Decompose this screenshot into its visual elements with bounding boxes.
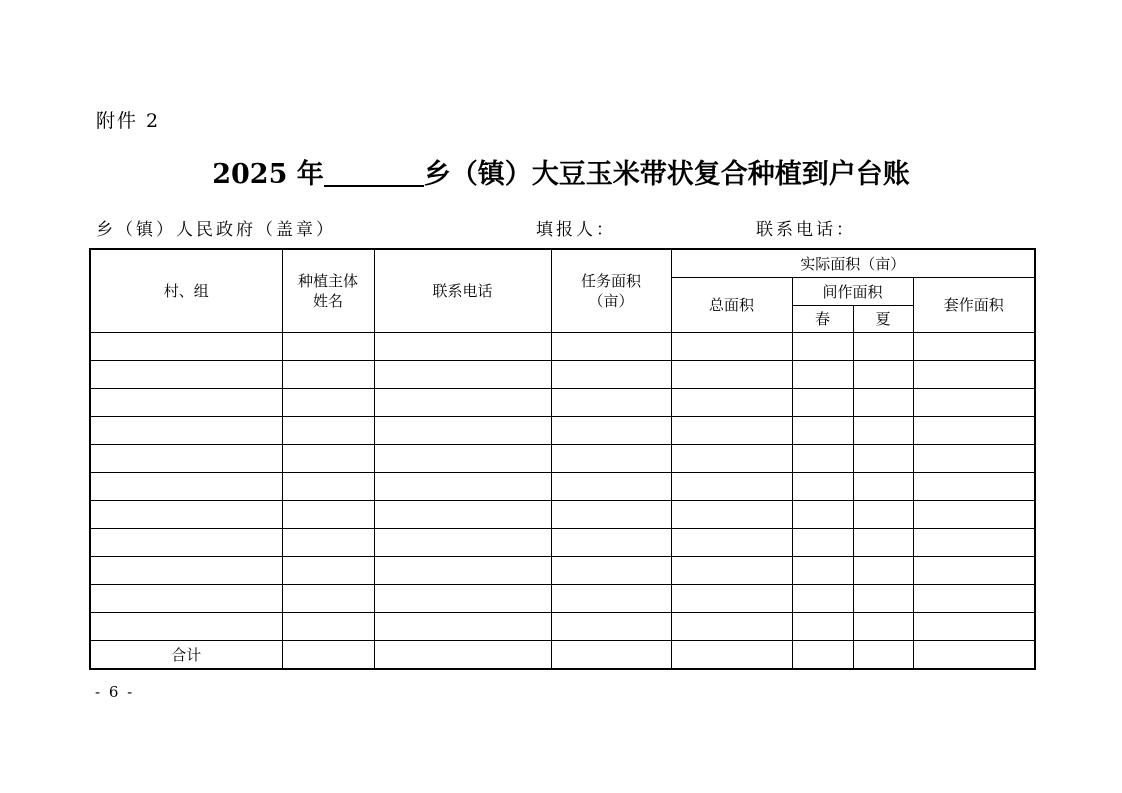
table-cell[interactable]: [282, 361, 374, 389]
table-row: [90, 417, 1035, 445]
table-cell[interactable]: [374, 641, 551, 670]
table-cell[interactable]: [90, 501, 282, 529]
ledger-table: [89, 248, 1036, 670]
table-cell[interactable]: [282, 445, 374, 473]
table-cell[interactable]: [551, 333, 671, 361]
table-cell[interactable]: [282, 389, 374, 417]
table-cell[interactable]: [551, 529, 671, 557]
table-cell[interactable]: [913, 641, 1035, 670]
header-summer: 夏: [853, 306, 913, 333]
table-cell[interactable]: [551, 501, 671, 529]
header-actual-area: 实际面积（亩）: [671, 249, 1035, 278]
table-cell[interactable]: [374, 389, 551, 417]
table-cell[interactable]: [374, 333, 551, 361]
table-cell[interactable]: [282, 641, 374, 670]
table-cell[interactable]: [913, 613, 1035, 641]
table-cell[interactable]: [551, 473, 671, 501]
table-cell[interactable]: [913, 417, 1035, 445]
table-cell[interactable]: [853, 613, 913, 641]
table-row: [90, 473, 1035, 501]
table-cell[interactable]: [853, 333, 913, 361]
table-cell[interactable]: [374, 501, 551, 529]
table-row: [90, 361, 1035, 389]
header-intercrop-area: 间作面积: [792, 278, 913, 306]
table-cell[interactable]: [853, 361, 913, 389]
phone-label: 联系电话：: [756, 220, 856, 240]
header-owner-name-line2: 姓名: [312, 292, 343, 310]
table-cell[interactable]: [282, 473, 374, 501]
table-cell[interactable]: [90, 557, 282, 585]
table-row: [90, 389, 1035, 417]
table-cell[interactable]: [282, 557, 374, 585]
table-cell[interactable]: [282, 613, 374, 641]
table-cell[interactable]: [853, 529, 913, 557]
table-row: [90, 529, 1035, 557]
table-cell[interactable]: [671, 585, 792, 613]
table-cell[interactable]: [90, 417, 282, 445]
table-cell[interactable]: [671, 501, 792, 529]
document-title: [0, 152, 1122, 191]
table-cell[interactable]: [551, 445, 671, 473]
table-cell[interactable]: [671, 641, 792, 670]
table-cell[interactable]: [551, 641, 671, 670]
table-cell[interactable]: [853, 389, 913, 417]
title-blank-line: [324, 159, 424, 187]
table-cell[interactable]: [913, 501, 1035, 529]
table-row: [90, 445, 1035, 473]
table-cell[interactable]: [551, 557, 671, 585]
government-seal-label: 乡（镇）人民政府（盖章）: [96, 220, 336, 240]
table-cell[interactable]: [913, 473, 1035, 501]
table-cell[interactable]: [853, 501, 913, 529]
table-cell[interactable]: [90, 473, 282, 501]
table-cell[interactable]: [551, 417, 671, 445]
table-cell[interactable]: [671, 389, 792, 417]
table-cell[interactable]: [792, 445, 853, 473]
table-cell[interactable]: [792, 417, 853, 445]
header-task-area-line2: （亩）: [588, 292, 634, 310]
table-cell[interactable]: [374, 529, 551, 557]
table-cell[interactable]: [374, 585, 551, 613]
table-row: [90, 333, 1035, 361]
table-cell[interactable]: [90, 389, 282, 417]
table-cell[interactable]: [792, 585, 853, 613]
table-cell[interactable]: [792, 333, 853, 361]
header-spring: 春: [792, 306, 853, 333]
title-suffix: 乡（镇）大豆玉米带状复合种植到户台账: [423, 159, 910, 190]
table-row: [90, 585, 1035, 613]
table-cell[interactable]: [671, 613, 792, 641]
table-cell[interactable]: [853, 445, 913, 473]
table-cell[interactable]: [374, 361, 551, 389]
table-cell[interactable]: [90, 445, 282, 473]
header-relay-area: 套作面积: [913, 278, 1035, 333]
table-cell[interactable]: [671, 417, 792, 445]
table-cell[interactable]: [853, 585, 913, 613]
table-cell[interactable]: [792, 613, 853, 641]
table-cell[interactable]: [90, 529, 282, 557]
header-task-area-line1: 任务面积: [580, 272, 641, 290]
table-row: [90, 557, 1035, 585]
table-cell[interactable]: [374, 417, 551, 445]
table-cell[interactable]: [282, 585, 374, 613]
table-cell[interactable]: [792, 557, 853, 585]
table-cell[interactable]: [853, 473, 913, 501]
table-row: [90, 501, 1035, 529]
header-contact-phone: 联系电话: [374, 249, 551, 333]
table-cell[interactable]: [551, 389, 671, 417]
table-cell[interactable]: [671, 473, 792, 501]
table-cell[interactable]: [792, 473, 853, 501]
table-cell[interactable]: [671, 557, 792, 585]
table-cell[interactable]: [792, 529, 853, 557]
header-task-area: [551, 249, 671, 333]
table-cell[interactable]: [853, 557, 913, 585]
table-cell[interactable]: [671, 361, 792, 389]
header-village: 村、组: [90, 249, 282, 333]
table-cell[interactable]: [913, 389, 1035, 417]
table-cell[interactable]: [853, 417, 913, 445]
table-cell[interactable]: [282, 501, 374, 529]
table-cell[interactable]: [913, 585, 1035, 613]
header-owner-name-line1: 种植主体: [297, 272, 358, 290]
table-cell[interactable]: [853, 641, 913, 670]
table-cell[interactable]: [374, 557, 551, 585]
table-cell[interactable]: [551, 361, 671, 389]
table-cell[interactable]: [282, 417, 374, 445]
table-cell[interactable]: [90, 361, 282, 389]
table-cell[interactable]: [374, 613, 551, 641]
table-cell[interactable]: [90, 585, 282, 613]
total-row: [90, 641, 1035, 670]
table-cell[interactable]: [90, 613, 282, 641]
reporter-label: 填报人：: [536, 220, 616, 240]
table-cell[interactable]: [282, 333, 374, 361]
table-cell[interactable]: [374, 445, 551, 473]
header-total-area: 总面积: [671, 278, 792, 333]
table-cell[interactable]: [551, 613, 671, 641]
total-label: 合计: [90, 641, 282, 670]
table-cell[interactable]: [913, 445, 1035, 473]
table-row: [90, 613, 1035, 641]
table-cell[interactable]: [913, 333, 1035, 361]
table-body: [90, 333, 1035, 641]
table-cell[interactable]: [374, 473, 551, 501]
attachment-label: 附件 2: [96, 110, 161, 132]
header-owner-name: [282, 249, 374, 333]
table-cell[interactable]: [282, 529, 374, 557]
title-prefix: 2025 年: [212, 159, 324, 190]
table-cell[interactable]: [551, 585, 671, 613]
table-cell[interactable]: [792, 361, 853, 389]
table-cell[interactable]: [913, 557, 1035, 585]
table-cell[interactable]: [913, 361, 1035, 389]
page-number: - 6 -: [95, 683, 135, 701]
table-cell[interactable]: [671, 529, 792, 557]
table-cell[interactable]: [792, 641, 853, 670]
header-row-1: [90, 249, 1035, 278]
table-cell[interactable]: [671, 333, 792, 361]
table-cell[interactable]: [913, 529, 1035, 557]
table-cell[interactable]: [671, 445, 792, 473]
table-cell[interactable]: [792, 501, 853, 529]
table-cell[interactable]: [792, 389, 853, 417]
table-cell[interactable]: [90, 333, 282, 361]
